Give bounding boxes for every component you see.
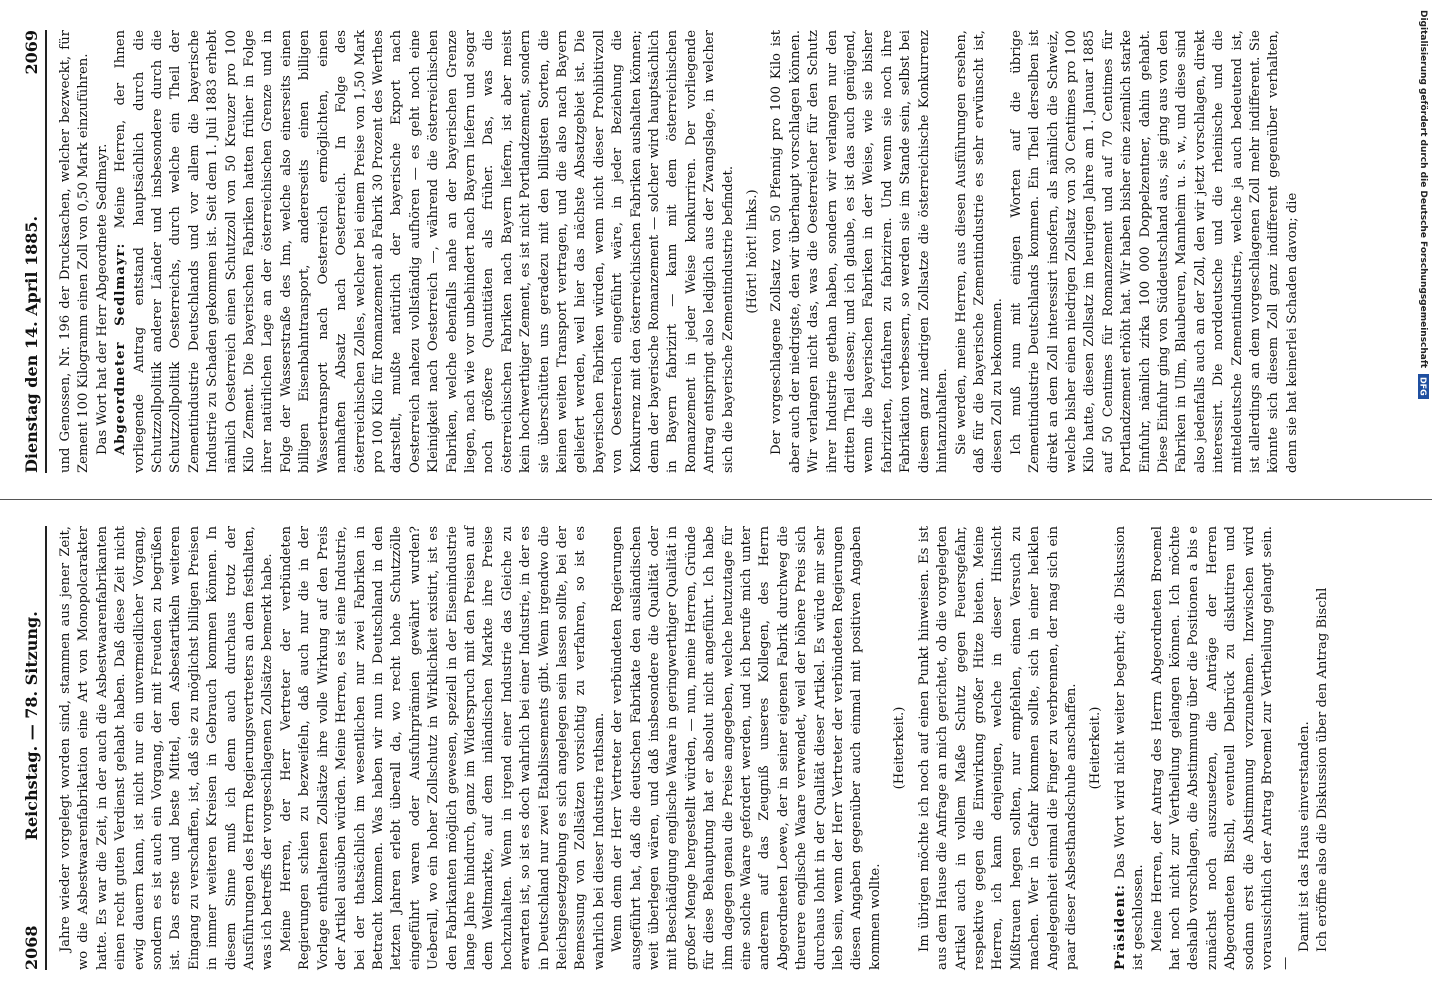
paragraph-text: Ich eröffne also die Diskussion über den Antrag Bischl: [1315, 587, 1331, 952]
paragraph: [57, 30, 94, 473]
paragraph-text: Im übrigen möchte ich noch auf einen Punkt hinweisen. Es ist aus dem Hause die Anfrage an mich gerichtet, ob die vorgelegten Artikel auch in vollem Maße Schutz gegen Feuersgefahr, respektive gegen die Einwirkung großer Hitze bieten. Meine Herren, ich kann denjenigen, welche in dieser Hinsicht Mißtrauen hegen sollten, nur empfehlen, einen Versuch zu machen. Wer in Gefahr kommen sollte, sich in einer heiklen Angelegenheit einmal die Finger zu verbrennen, der mag sich ein paar dieser Asbesthandschuhe anschaffen.: [916, 526, 1079, 970]
interjection: [744, 30, 762, 473]
paragraph: [1296, 526, 1314, 970]
paragraph-text: Das Wort hat der Herr Abgeordnete Sedlmayr.: [94, 143, 110, 455]
right-page-column: [57, 30, 1302, 473]
paragraph-text: Sie werden, meine Herren, aus diesen Ausführungen ersehen, daß für die bayerische Zementindustrie es sehr erwünscht ist, diesen Zoll zu bekommen.: [953, 30, 1006, 473]
right-page-header: [22, 30, 47, 473]
paragraph-text: (Hört! hört! links.): [745, 189, 761, 314]
interjection: [1087, 526, 1105, 970]
left-page-column: [57, 526, 1333, 970]
paragraph-text: Meine Herren, der Herr Vertreter der verbündeten Regierungen schien zu bezweifeln, daß auch nur die in der Vorlage enthaltenen Zollsätze ihre volle Wirkung auf den Preis der Artikel ausüben würden. Meine Herren, es ist eine Industrie, bei der thatsächlich im wesentlichen nur zwei Fabriken in Betracht kommen. Was haben wir nun in Deutschland in den letzten Jahren erlebt überall da, wo recht hohe Schutzzölle eingeführt waren oder Ausfuhrprämien gewährt wurden? Ueberall, wo ein hoher Zollschutz in Wirklichkeit existirt, ist es den Fabrikanten möglich gewesen, speziell in der Eisenindustrie lange Jahre hindurch, ganz im Widerspruch mit den Preisen auf dem Weltmarkte, auf dem inländischen Markte ihre Preise hochzuhalten. Wenn in irgend einer Industrie das Gleiche zu erwarten ist, so ist es doch wahrlich bei einer Industrie, in der es in Deutschland nur zwei Etablissements gibt. Wenn irgendwo die Reichsgesetzgebung es sich angelegen sein lassen sollte, bei der Bemessung von Zollsätzen vorsichtig zu verfahren, so ist es wahrlich bei dieser Industrie rathsam.: [278, 526, 607, 970]
interjection: [891, 526, 909, 970]
paragraph: [1112, 526, 1149, 970]
paragraph: [1008, 30, 1303, 473]
paragraph-text: Der vorgeschlagene Zollsatz von 50 Pfennig pro 100 Kilo ist aber auch der niedrigste, den wir überhaupt vorschlagen können. Wir verlangen nicht das, was die Oesterreicher für den Schutz ihrer Industrie gethan haben, sondern wir verlangen nur den dritten Theil dessen; und ich glaube, es ist das auch genügend, wenn die bayerischen Fabriken in der Weise, wie sie bisher fabrizirten, fortfahren zu fabriziren. Und wenn sie noch ihre Fabrikation verbessern, so werden sie im Stande sein, selbst bei diesem ganz niedrigen Zollsatze die österreichische Konkurrenz hintanzuhalten.: [769, 30, 951, 473]
left-page: [0, 500, 1432, 1000]
paragraph: [953, 30, 1008, 473]
left-page-number: 2068: [22, 925, 41, 970]
paragraph-text: Damit ist das Haus einverstanden.: [1296, 721, 1312, 952]
paragraph-text: Das Wort wird nicht weiter begehrt; die Diskussion ist geschlossen.: [1112, 526, 1147, 970]
paragraph: [1314, 526, 1332, 970]
paragraph-text: Meine Herren, der Antrag des Herrn Abgeordneten Broemel hat noch nicht zur Vertheilung gelangen können. Ich möchte deshalb vorschlagen, die Abstimmung über die Positionen a bis e zunächst noch auszusetzen, die Anträge der Herren Abgeordneten Bischl, eventuell Delbrück zu diskutiren und sodann erst die Abstimmung vorzunehmen. Inzwischen wird voraussichtlich der Antrag Broemel zur Vertheilung gelangt sein. —: [1149, 526, 1294, 970]
left-page-header: [22, 526, 47, 970]
paragraph-text: Wenn denn der Herr Vertreter der verbündeten Regierungen ausgeführt hat, daß die deutschen Fabrikate den ausländischen weit überlegen wären, und daß insbesondere die Qualität oder mit Beschädigung englische Waare in geringwerthiger Qualität in großer Menge hergestellt würden, — nun, meine Herren, Gründe für diese Behauptung hat er absolut nicht angeführt. Ich habe ihm dagegen genau die Preise angegeben, welche heutzutage für eine solche Waare gefordert werden, und ich berufe mich unter anderem auf das Zeugniß unseres Kollegen, des Herrn Abgeordneten Loewe, der in seiner eigenen Fabrik durchweg die theurere englische Waare verwendet, weil der höhere Preis sich durchaus lohnt in der Qualität dieser Artikel. Es würde mir sehr lieb sein, wenn der Herr Vertreter der verbündeten Regierungen diesen Angaben gegenüber auch einmal mit positiven Angaben kommen wollte.: [610, 526, 883, 970]
paragraph: [609, 526, 885, 970]
paragraph-text: (Heiterkeit.): [892, 706, 908, 790]
paragraph: [1149, 526, 1296, 970]
left-page-running-title: Reichstag. — 78. Sitzung.: [22, 611, 41, 841]
speaker-name: Präsident:: [1112, 883, 1128, 970]
paragraph: [768, 30, 952, 473]
dfg-logo: DFG: [1418, 374, 1429, 399]
paragraph: [94, 30, 112, 473]
paragraph: [916, 526, 1082, 970]
paragraph-text: (Heiterkeit.): [1088, 706, 1104, 790]
paragraph: [57, 526, 278, 970]
credit-text: Digitalisierung gefördert durch die Deutsche Forschungsgemeinschaft: [1418, 10, 1428, 369]
paragraph: [112, 30, 738, 473]
paragraph-text: Jahre wieder vorgelegt worden sind, stammen aus jener Zeit, wo die Asbestwaarenfabrikation eine Art von Monopolcarakter hatte. Es war die Zeit, in der auch die Asbestwaarenfabrikanten einen recht guten Verdienst gehabt haben. Daß diese Zeit nicht ewig dauern kann, ist nicht nur ein unvermeidlicher Vorgang, sondern es ist auch ein Vorgang, der mit Freuden zu begrüßen ist. Das erste und beste Mittel, den Asbestartikeln weiteren Eingang zu verschaffen, ist, daß sie zu möglichst billigen Preisen in immer weiteren Kreisen in Gebrauch kommen können. In diesem Sinne muß ich denn auch durchaus trotz der Ausführungen des Herrn Regierungsvertreters an dem festhalten, was ich betreffs der vorgeschlagenen Zollsätze bemerkt habe.: [58, 526, 276, 970]
speaker-name: Abgeordneter Sedlmayr:: [113, 242, 129, 455]
digitization-credit: [1416, 10, 1430, 990]
paragraph-text: Meine Herren, der Ihnen vorliegende Antrag entstand hauptsächlich durch die Schutzzollpolitik anderer Länder und insbesondere durch die Schutzzollpolitik Oesterreichs, durch welche ein Theil der Zementindustrie Deutschlands und vor allem die bayerische Industrie zu Schaden gekommen ist. Seit dem 1. Juli 1883 erhebt nämlich Oesterreich einen Schutzzoll von 50 Kreuzer pro 100 Kilo Zement. Die bayerischen Fabriken hatten früher in Folge ihrer natürlichen Lage an der österreichischen Grenze und in Folge der Wasserstraße des Inn, welche also einerseits einen billigen Eisenbahntransport, andererseits einen billigen Wassertransport nach Oesterreich ermöglichten, einen namhaften Absatz nach Oesterreich. In Folge des österreichischen Zolles, welcher bei einem Preise von 1,50 Mark pro 100 Kilo für Romanzement ab Fabrik 30 Prozent des Werthes darstellt, mußte natürlich der bayerische Export nach Oesterreich nahezu vollständig aufhören — es geht noch eine Kleinigkeit nach Oesterreich —, während die österreichischen Fabriken, welche ebenfalls nahe an der bayerischen Grenze liegen, nach wie vor unbehindert nach Bayern liefern und sogar noch größere Quantitäten als früher. Das, was die österreichischen Fabriken nach Bayern liefern, ist aber meist kein hochwerthiger Zement, es ist nicht Portlandzement, sondern sie überschütten uns geradezu mit den billigsten Sorten, die keinen weiten Transport vertragen, und die also nach Bayern geliefert werden, weil hier das nächste Absatzgebiet ist. Die bayerischen Fabriken würden, wenn nicht dieser Prohibitivzoll von Oesterreich eingeführt wäre, in jeder Beziehung die Konkurrenz mit den österreichischen Fabriken aushalten können; denn der bayerische Romanzement — solcher wird hauptsächlich in Bayern fabrizirt — kann mit dem österreichischen Romanzement in jeder Weise konkurriren. Der vorliegende Antrag entspringt also lediglich aus der Zwangslage, in welcher sich die bayerische Zementindustrie befindet.: [113, 30, 736, 473]
paragraph: [278, 526, 609, 970]
paragraph-text: Ich muß nun mit einigen Worten auf die übrige Zementindustrie Deutschlands kommen. Ein Theil derselben ist direkt an dem Zoll interessirt insofern, als nämlich die Schweiz, welche bisher einen niedrigen Zollsatz von 30 Centimes pro 100 Kilo hatte, diesen Zollsatz im heurigen Jahre am 1. Januar 1885 auf 50 Centimes für Romanzement und auf 70 Centimes für Portlandzement erhöht hat. Wir haben bisher eine ziemlich starke Einfuhr, nämlich zirka 100 000 Doppelzentner, dahin gehabt. Diese Einfuhr ging von Süddeutschland aus, sie ging aus von den Fabriken in Ulm, Blaubeuren, Mannheim u. s. w., und diese sind also jedenfalls auch an der Zoll, den wir jetzt vorschlagen, direkt interessirt. Die norddeutsche und die rheinische und die mitteldeutsche Zementindustrie, welche ja auch bedeutend ist, ist allerdings an dem vorgeschlagenen Zoll mehr indifferent. Sie könnte sich diesem Zoll ganz indifferent gegenüber verhalten, denn sie hat keinerlei Schaden davon; die: [1008, 30, 1300, 473]
right-page-number: 2069: [22, 30, 41, 75]
paragraph-text: und Genossen, Nr. 196 der Drucksachen, welcher bezweckt, für Zement 100 Kilogramm einen Zoll von 0,50 Mark einzuführen.: [58, 30, 92, 473]
right-page-running-title: Dienstag den 14. April 1885.: [22, 215, 41, 473]
